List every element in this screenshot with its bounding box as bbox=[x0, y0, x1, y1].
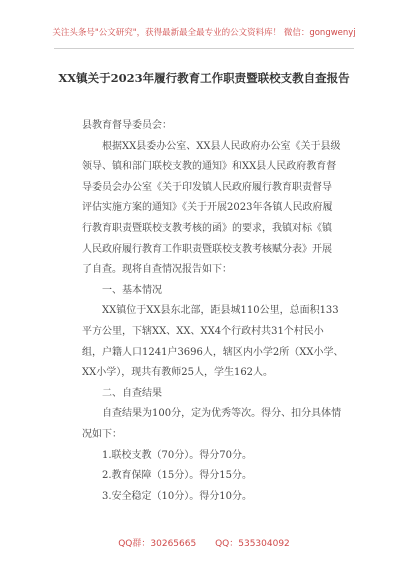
paragraph-line: 自查结果为100分，定为优秀等次。得分、扣分具体情 bbox=[102, 408, 342, 420]
list-item: 1.联校支教（70分）。得分70分。 bbox=[102, 449, 252, 461]
paragraph-line: 了自查。现将自查情况报告如下： bbox=[82, 264, 232, 276]
paragraph-line: 平方公里，下辖XX、XX、XX4个行政村共31个村民小 bbox=[82, 325, 324, 337]
qq-group: QQ群：30265665 bbox=[118, 539, 197, 549]
section-heading: 二、自查结果 bbox=[102, 387, 162, 399]
paragraph-line: 行教育职责暨联校支教考核的函》的要求，我镇对标《镇 bbox=[82, 222, 332, 234]
paragraph-line: 根据XX县委办公室、XX县人民政府办公室《关于县级 bbox=[102, 140, 341, 152]
paragraph-line: 领导、镇和部门联校支教的通知》和XX县人民政府教育督 bbox=[82, 161, 337, 173]
header-divider bbox=[54, 48, 354, 49]
paragraph-line: 组，户籍人口1241户3696人，辖区内小学2所（XX小学、 bbox=[82, 346, 344, 358]
paragraph-line: 导委员会办公室《关于印发镇人民政府履行教育职责督导 bbox=[82, 181, 332, 193]
salutation: 县教育督导委员会： bbox=[82, 120, 172, 131]
header-note: 关注头条号"公文研究"，获得最新最全最专业的公文资料库！ 微信：gongwenyj bbox=[52, 28, 356, 38]
document-title: XX镇关于2023年履行教育工作职责暨联校支教自查报告 bbox=[58, 71, 350, 85]
section-heading: 一、基本情况 bbox=[102, 284, 162, 296]
paragraph-line: 况如下： bbox=[82, 428, 122, 440]
qq-number: QQ：535304092 bbox=[215, 539, 290, 549]
list-item: 3.安全稳定（10分）。得分10分。 bbox=[102, 490, 252, 502]
document-body bbox=[82, 116, 350, 507]
paragraph-line: XX镇位于XX县东北部，距县城110公里，总面积133 bbox=[102, 305, 339, 317]
footer-contact bbox=[0, 536, 408, 549]
paragraph-line: 人民政府履行教育工作职责暨联校支教考核赋分表》开展 bbox=[82, 243, 332, 255]
list-item: 2.教育保障（15分）。得分15分。 bbox=[102, 470, 252, 482]
paragraph-line: 评估实施方案的通知》《关于开展2023年各镇人民政府履 bbox=[82, 202, 333, 214]
paragraph-line: XX小学），现共有教师25人，学生162人。 bbox=[82, 367, 274, 379]
